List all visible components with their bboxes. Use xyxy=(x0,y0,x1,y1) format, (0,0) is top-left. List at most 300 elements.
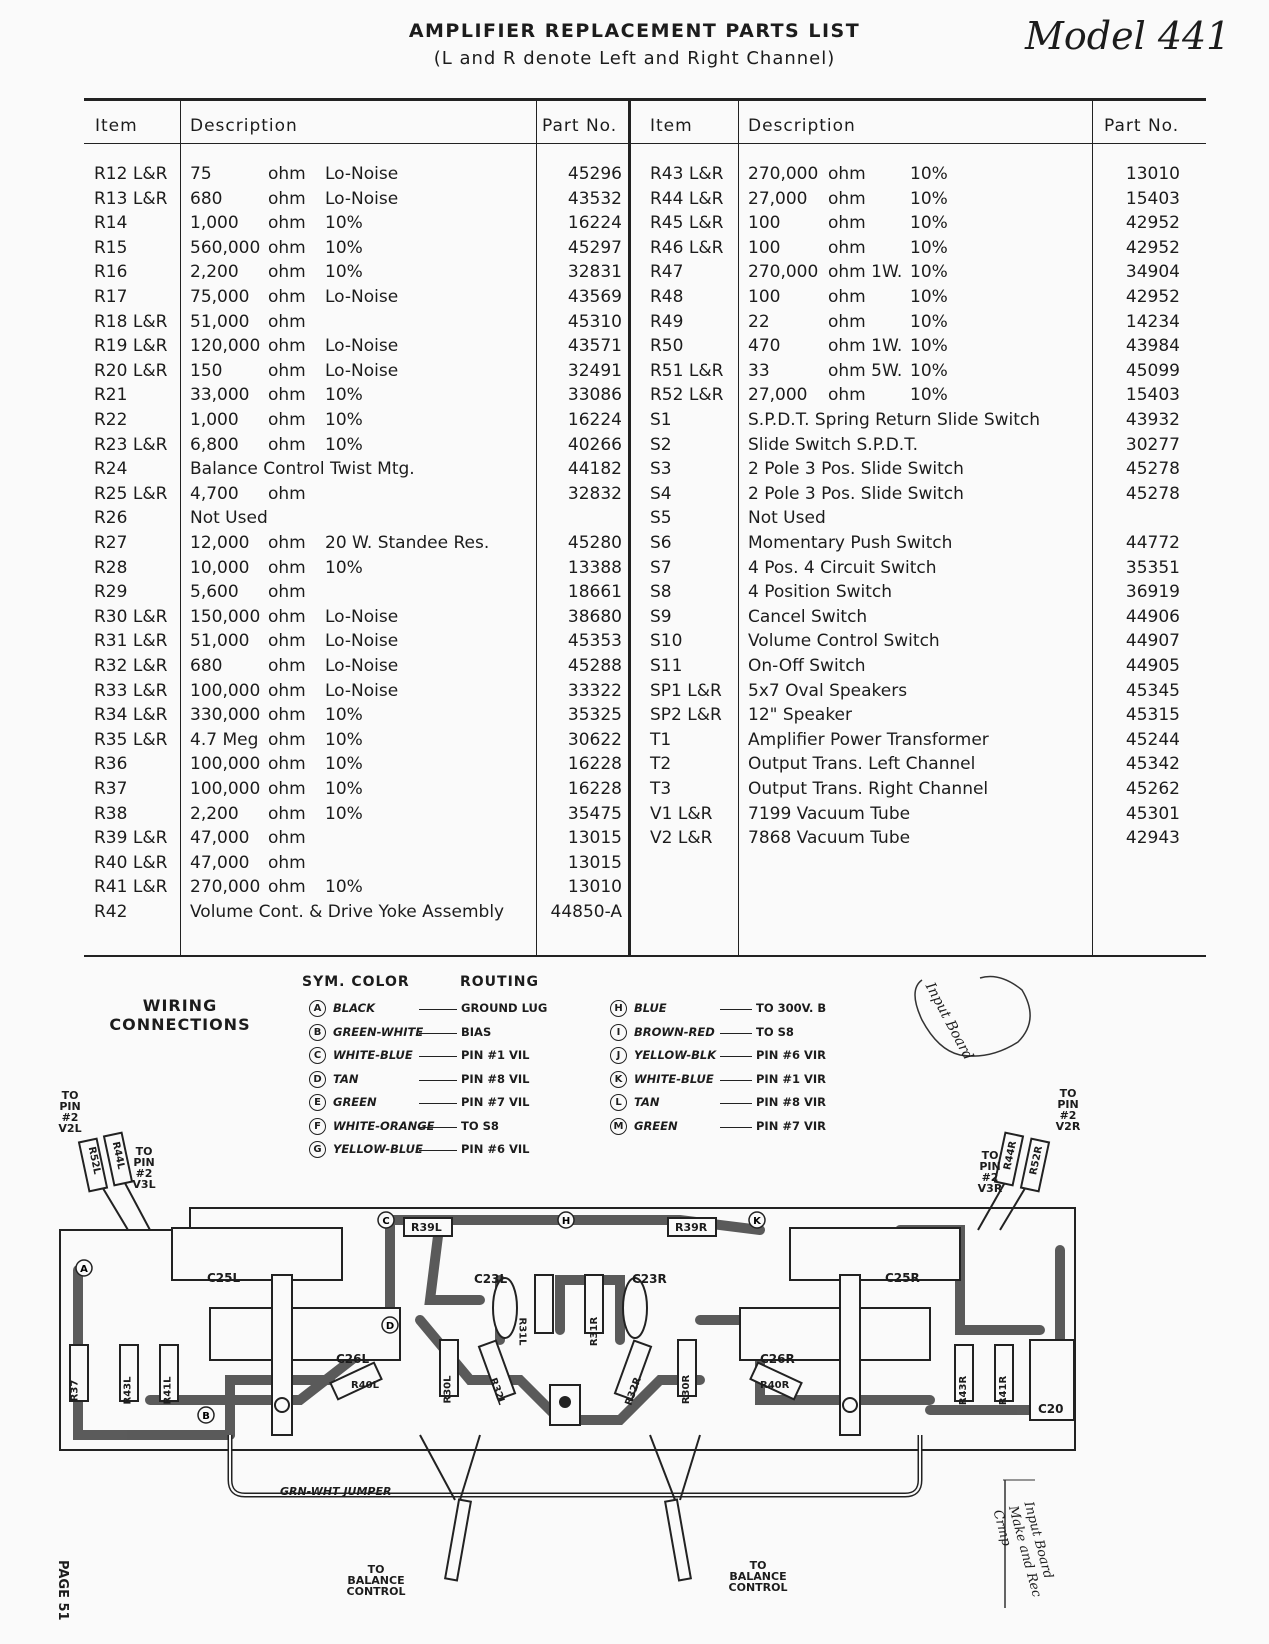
cell-d0: 2,200 xyxy=(190,803,239,824)
cell-d2: 10% xyxy=(910,213,948,234)
cell-part: 35325 xyxy=(567,705,622,726)
legend-route: PIN #1 VIL xyxy=(461,1048,530,1062)
cell-d0: Not Used xyxy=(190,508,268,529)
legend-symbol: G xyxy=(309,1141,326,1158)
note-pin2-v3r: TO PIN #2 V3R xyxy=(977,1149,1003,1195)
cell-item: R24 xyxy=(94,459,128,480)
cell-part: 34904 xyxy=(1125,262,1180,283)
label-c23l: C23L xyxy=(474,1272,508,1286)
cell-d0: 4,700 xyxy=(190,483,239,504)
label-r40l: R40L xyxy=(351,1380,379,1391)
cell-d0: 12" Speaker xyxy=(748,705,853,726)
table-row xyxy=(0,558,1269,582)
cell-item: R27 xyxy=(94,533,128,553)
wiring-title xyxy=(100,996,260,1034)
legend-color: GREEN-WHITE xyxy=(333,1024,424,1039)
cell-d2: 10% xyxy=(910,188,948,209)
cell-part: 35351 xyxy=(1125,557,1180,578)
table-row xyxy=(0,754,1269,778)
cell-d0: 2 Pole 3 Pos. Slide Switch xyxy=(748,459,964,480)
cell-part: 44907 xyxy=(1125,631,1180,652)
cell-item: R21 xyxy=(94,385,128,406)
cell-d0: Volume Cont. & Drive Yoke Assembly xyxy=(190,902,505,922)
legend-color: WHITE-ORANGE xyxy=(333,1118,435,1133)
cell-d0: 1,000 xyxy=(190,213,239,234)
cell-item: R38 xyxy=(94,803,128,824)
cell-d1: ohm xyxy=(828,237,866,258)
cell-d1: ohm xyxy=(828,213,866,234)
label-r37: R37 xyxy=(69,1379,81,1402)
cell-d2: 10% xyxy=(325,385,363,406)
col-item-left: Item xyxy=(95,116,138,136)
table-row xyxy=(0,459,1269,483)
cell-d1: ohm xyxy=(268,828,306,849)
label-r32l: R32L xyxy=(487,1376,507,1407)
table-row xyxy=(0,385,1269,409)
cell-item: R34 L&R xyxy=(94,705,168,726)
cell-d1: ohm xyxy=(828,188,866,209)
legend-row xyxy=(610,1048,870,1064)
legend-route: PIN #7 VIL xyxy=(461,1095,530,1109)
cell-d0: 150 xyxy=(190,360,223,381)
cell-d1: ohm xyxy=(268,164,306,184)
legend-symbol: L xyxy=(610,1094,627,1111)
cell-item: S7 xyxy=(650,557,672,578)
cell-item: R20 L&R xyxy=(94,360,168,381)
cell-item: R23 L&R xyxy=(94,434,168,455)
cell-d0: 270,000 xyxy=(190,877,261,898)
legend-color: TAN xyxy=(333,1071,359,1086)
cell-d2: 10% xyxy=(325,803,363,824)
page-number: PAGE 51 xyxy=(55,1560,70,1621)
legend-color: GREEN xyxy=(333,1095,377,1109)
cell-d2: 10% xyxy=(325,237,363,258)
cell-d1: ohm xyxy=(828,311,866,332)
cell-d2: Lo-Noise xyxy=(325,656,399,676)
cell-d2: 10% xyxy=(325,410,363,430)
cell-d0: 33,000 xyxy=(190,385,250,406)
cell-part: 44905 xyxy=(1125,656,1180,676)
label-r43l: R43L xyxy=(122,1376,134,1405)
cell-d2: 10% xyxy=(910,360,948,381)
table-row xyxy=(0,410,1269,434)
cell-part: 18661 xyxy=(567,582,622,603)
cell-d2: 10% xyxy=(910,262,948,283)
cell-part: 43571 xyxy=(567,336,622,357)
cell-d0: Cancel Switch xyxy=(748,606,868,627)
cell-d0: 120,000 xyxy=(190,336,261,357)
table-row xyxy=(0,508,1269,532)
cell-part: 42952 xyxy=(1125,213,1180,234)
cell-d1: ohm xyxy=(268,188,306,209)
cell-item: R12 L&R xyxy=(94,164,168,184)
cell-d0: 150,000 xyxy=(190,606,261,627)
cell-part: 32831 xyxy=(567,262,622,283)
cell-part: 45353 xyxy=(567,631,622,652)
col-part-left: Part No. xyxy=(542,116,618,136)
capacitor-c26l xyxy=(210,1308,400,1360)
legend-leader-line xyxy=(720,1009,752,1010)
cell-d1: ohm xyxy=(828,385,866,406)
balance-leads xyxy=(420,1435,700,1500)
cell-d0: 100 xyxy=(748,213,781,234)
table-row xyxy=(0,484,1269,508)
cell-d0: 100 xyxy=(748,287,781,307)
legend-route: TO S8 xyxy=(756,1024,794,1039)
label-r39l: R39L xyxy=(411,1221,442,1234)
cell-item: S9 xyxy=(650,606,672,627)
conn-d: D xyxy=(385,1321,395,1332)
cell-item: R26 xyxy=(94,508,128,529)
cell-part: 13015 xyxy=(567,852,622,873)
cell-item: R14 xyxy=(94,213,128,234)
legend-color: YELLOW-BLUE xyxy=(333,1142,423,1156)
label-r30r: R30R xyxy=(681,1374,693,1405)
cell-item: R51 L&R xyxy=(650,360,724,381)
table-row xyxy=(0,804,1269,828)
cell-part: 43532 xyxy=(567,188,622,209)
col-item-right: Item xyxy=(650,116,693,136)
cell-item: R32 L&R xyxy=(94,656,168,676)
cell-d2: Lo-Noise xyxy=(325,188,399,209)
cell-d0: 6,800 xyxy=(190,434,239,455)
cell-item: R46 L&R xyxy=(650,237,724,258)
cell-part: 30277 xyxy=(1125,434,1180,455)
cell-part: 45280 xyxy=(567,533,622,553)
cell-d1: ohm xyxy=(268,852,306,873)
legend-color: YELLOW-BLK xyxy=(634,1048,717,1062)
cell-d2: 10% xyxy=(325,434,363,455)
cell-item: R18 L&R xyxy=(94,311,168,332)
cell-item: R52 L&R xyxy=(650,385,724,406)
cell-part: 45288 xyxy=(567,656,622,676)
model-handwriting: Model 441 xyxy=(1025,14,1231,58)
cell-item: S2 xyxy=(650,434,672,455)
legend-route: GROUND LUG xyxy=(461,1001,548,1015)
legend-symbol: C xyxy=(309,1047,326,1064)
cell-d1: ohm xyxy=(268,705,306,726)
cell-d1: ohm xyxy=(268,410,306,430)
table-row xyxy=(0,582,1269,606)
cell-part: 16224 xyxy=(567,410,622,430)
cell-d1: ohm xyxy=(268,213,306,234)
table-row xyxy=(0,361,1269,385)
label-c25r: C25R xyxy=(885,1271,920,1285)
capacitor-c23r xyxy=(623,1278,647,1338)
cell-d2: 10% xyxy=(910,385,948,406)
cell-d0: 100,000 xyxy=(190,754,261,775)
legend-header-routing: ROUTING xyxy=(460,974,540,990)
cell-item: T3 xyxy=(650,779,672,799)
cell-d0: 51,000 xyxy=(190,631,250,652)
cell-d2: Lo-Noise xyxy=(325,680,399,701)
wiring-title-line1: WIRING xyxy=(142,996,218,1015)
cell-d0: 1,000 xyxy=(190,410,239,430)
label-r32r: R32R xyxy=(623,1375,644,1408)
col-desc-left: Description xyxy=(190,116,298,136)
cell-d0: 33 xyxy=(748,360,770,381)
label-r41l: R41L xyxy=(162,1376,174,1405)
cell-item: R33 L&R xyxy=(94,680,168,701)
cell-d1: ohm xyxy=(268,237,306,258)
cell-d2: 10% xyxy=(325,877,363,898)
cell-d0: 270,000 xyxy=(748,262,819,283)
cell-d1: ohm xyxy=(268,680,306,701)
capacitor-c23l xyxy=(493,1278,517,1338)
cell-d1: ohm xyxy=(268,656,306,676)
cell-item: R36 xyxy=(94,754,128,775)
cell-d0: 7868 Vacuum Tube xyxy=(748,828,911,849)
cell-part: 40266 xyxy=(567,434,622,455)
col-part-right: Part No. xyxy=(1104,116,1180,136)
conn-a: A xyxy=(80,1264,88,1275)
cell-item: S8 xyxy=(650,582,672,603)
cell-part: 35475 xyxy=(567,803,622,824)
cell-d0: 680 xyxy=(190,188,223,209)
cell-item: R44 L&R xyxy=(650,188,724,209)
label-r31l: R31L xyxy=(516,1317,528,1346)
cell-part: 45099 xyxy=(1125,360,1180,381)
cell-d0: 12,000 xyxy=(190,533,250,553)
cell-part: 45262 xyxy=(1125,779,1180,799)
cell-d1: ohm xyxy=(268,434,306,455)
cell-part: 16224 xyxy=(567,213,622,234)
cell-part: 16228 xyxy=(567,754,622,775)
legend-color: TAN xyxy=(634,1095,660,1109)
label-c26l: C26L xyxy=(336,1352,370,1366)
capacitor-c25l xyxy=(172,1228,342,1280)
cell-d1: ohm xyxy=(828,164,866,184)
cell-d1: ohm xyxy=(268,582,306,603)
cell-part: 44850-A xyxy=(550,902,622,922)
label-r30l: R30L xyxy=(442,1375,454,1404)
cell-d0: 5,600 xyxy=(190,582,239,603)
cell-d0: 75,000 xyxy=(190,287,250,307)
legend-leader-line xyxy=(419,1009,457,1010)
cell-d2: 10% xyxy=(325,705,363,726)
label-r31r: R31R xyxy=(589,1316,601,1347)
cell-part: 43932 xyxy=(1125,410,1180,430)
handwritten-note: Input Board Make and Rec Crmp xyxy=(989,1500,1056,1599)
legend-route: BIAS xyxy=(461,1024,492,1039)
cell-d1: ohm xyxy=(268,729,306,750)
cell-d2: 10% xyxy=(325,779,363,799)
table-row xyxy=(0,262,1269,286)
legend-route: PIN #7 VIR xyxy=(756,1118,827,1133)
cell-item: V1 L&R xyxy=(650,803,713,824)
col-desc-right: Description xyxy=(748,116,856,136)
label-r43r: R43R xyxy=(958,1375,970,1406)
cell-d0: 27,000 xyxy=(748,385,808,406)
note-pin2-v3l: TO PIN #2 V3L xyxy=(132,1145,156,1191)
cell-item: R13 L&R xyxy=(94,188,168,209)
cell-d2: 10% xyxy=(325,213,363,234)
cell-part: 42952 xyxy=(1125,287,1180,307)
cell-d0: 2 Pole 3 Pos. Slide Switch xyxy=(748,483,964,504)
legend-row xyxy=(309,1001,569,1017)
note-balance-right: TO BALANCE CONTROL xyxy=(728,1559,788,1594)
cell-d2: 10% xyxy=(325,729,363,750)
cell-part: 45278 xyxy=(1125,459,1180,480)
label-r52l: R52L xyxy=(85,1145,103,1176)
table-row xyxy=(0,828,1269,852)
legend-leader-line xyxy=(720,1056,752,1057)
table-row xyxy=(0,656,1269,680)
cell-item: S4 xyxy=(650,483,672,504)
cell-d0: 470 xyxy=(748,336,781,357)
cell-d0: 100,000 xyxy=(190,680,261,701)
conn-k: K xyxy=(753,1216,761,1227)
table-row xyxy=(0,631,1269,655)
cell-item: R16 xyxy=(94,262,128,283)
cell-item: R43 L&R xyxy=(650,164,724,184)
legend-color: WHITE-BLUE xyxy=(634,1071,714,1086)
legend-row xyxy=(309,1048,569,1064)
cell-d2: Lo-Noise xyxy=(325,164,399,184)
cell-d0: Not Used xyxy=(748,508,826,529)
cell-part: 33322 xyxy=(567,680,622,701)
label-r44r: R44R xyxy=(1002,1140,1020,1171)
legend-symbol: K xyxy=(610,1071,627,1088)
label-r44l: R44L xyxy=(109,1140,127,1171)
cell-d1: ohm 1W. xyxy=(828,262,903,283)
cell-d0: Volume Control Switch xyxy=(748,631,940,652)
cell-item: S1 xyxy=(650,410,672,430)
cell-d0: 330,000 xyxy=(190,705,261,726)
note-pin2-v2l: TO PIN #2 V2L xyxy=(58,1089,82,1135)
legend-route: PIN #6 VIR xyxy=(756,1048,827,1062)
cell-d0: 7199 Vacuum Tube xyxy=(748,803,911,824)
cell-d0: 27,000 xyxy=(748,188,808,209)
cell-d2: Lo-Noise xyxy=(325,631,399,652)
cell-d2: Lo-Noise xyxy=(325,336,399,357)
cell-d0: Slide Switch S.P.D.T. xyxy=(748,434,918,455)
cell-part: 45301 xyxy=(1125,803,1180,824)
table-row xyxy=(0,705,1269,729)
cell-part: 13388 xyxy=(567,557,622,578)
legend-symbol: B xyxy=(309,1024,326,1041)
legend-color: BLUE xyxy=(634,1001,667,1015)
cell-part: 45310 xyxy=(567,311,622,332)
cell-d2: Lo-Noise xyxy=(325,360,399,381)
cell-item: R28 xyxy=(94,557,128,578)
cell-d0: 75 xyxy=(190,164,212,184)
cell-item: T2 xyxy=(650,754,672,775)
note-pin2-v2r: TO PIN #2 V2R xyxy=(1055,1087,1081,1133)
cell-part: 33086 xyxy=(567,385,622,406)
cell-item: SP2 L&R xyxy=(650,705,722,726)
label-r52r: R52R xyxy=(1028,1145,1046,1176)
cell-item: R22 xyxy=(94,410,128,430)
legend-route: TO 300V. B xyxy=(756,1001,827,1015)
cell-d1: ohm xyxy=(268,779,306,799)
cell-d0: 5x7 Oval Speakers xyxy=(748,680,908,701)
cell-item: R45 L&R xyxy=(650,213,724,234)
cell-part: 45244 xyxy=(1125,729,1180,750)
table-row xyxy=(0,877,1269,901)
legend-color: BROWN-RED xyxy=(634,1024,715,1039)
legend-route: TO S8 xyxy=(461,1118,499,1133)
cell-d0: 10,000 xyxy=(190,557,250,578)
cell-item: R48 xyxy=(650,287,684,307)
legend-leader-line xyxy=(720,1033,752,1034)
cell-item: T1 xyxy=(650,729,672,750)
cell-d1: ohm xyxy=(268,803,306,824)
table-row xyxy=(0,164,1269,188)
legend-symbol: J xyxy=(610,1047,627,1064)
page-subtitle: (L and R denote Left and Right Channel) xyxy=(433,48,836,69)
conn-h: H xyxy=(561,1216,571,1227)
cell-d0: S.P.D.T. Spring Return Slide Switch xyxy=(748,410,1041,430)
cell-part: 15403 xyxy=(1125,188,1180,209)
cell-item: R25 L&R xyxy=(94,483,168,504)
cell-d0: 100 xyxy=(748,237,781,258)
cell-d0: 47,000 xyxy=(190,828,250,849)
cell-item: R30 L&R xyxy=(94,606,168,627)
note-jumper: GRN-WHT JUMPER xyxy=(280,1485,392,1498)
cell-item: R41 L&R xyxy=(94,877,168,898)
cell-part: 32832 xyxy=(567,483,622,504)
table-row xyxy=(0,730,1269,754)
cell-part: 45315 xyxy=(1125,705,1180,726)
cell-item: S5 xyxy=(650,508,672,529)
cell-item: R15 xyxy=(94,237,128,258)
label-r41r: R41R xyxy=(998,1375,1010,1406)
cell-part: 38680 xyxy=(567,606,622,627)
cell-part: 32491 xyxy=(567,360,622,381)
label-c26r: C26R xyxy=(760,1352,795,1366)
cell-item: S10 xyxy=(650,631,683,652)
table-row xyxy=(0,681,1269,705)
cell-d1: ohm xyxy=(268,483,306,504)
cell-d0: 2,200 xyxy=(190,262,239,283)
cell-d0: 4 Pos. 4 Circuit Switch xyxy=(748,557,937,578)
label-r40r: R40R xyxy=(760,1380,790,1391)
cell-part: 45342 xyxy=(1125,754,1180,775)
label-c23r: C23R xyxy=(632,1272,667,1286)
cell-d1: ohm xyxy=(268,631,306,652)
legend-symbol: I xyxy=(610,1024,627,1041)
cell-item: R37 xyxy=(94,779,128,799)
cell-part: 43569 xyxy=(567,287,622,307)
cell-d0: 4.7 Meg xyxy=(190,729,259,750)
table-row xyxy=(0,902,1269,926)
table-row xyxy=(0,312,1269,336)
cell-d1: ohm xyxy=(268,754,306,775)
cell-d0: Output Trans. Right Channel xyxy=(748,779,989,799)
cell-part: 44772 xyxy=(1125,533,1180,553)
table-row xyxy=(0,853,1269,877)
conn-c: C xyxy=(382,1216,390,1227)
resistor-r31l xyxy=(535,1275,553,1333)
label-c25l: C25L xyxy=(207,1271,241,1285)
table-row xyxy=(0,435,1269,459)
cell-item: R17 xyxy=(94,287,128,307)
table-row xyxy=(0,213,1269,237)
cell-item: R49 xyxy=(650,311,684,332)
balance-probe-right xyxy=(665,1500,691,1581)
cell-d1: ohm 1W. xyxy=(828,336,903,357)
table-row xyxy=(0,779,1269,803)
capacitor-c25r xyxy=(790,1228,960,1280)
cell-part: 14234 xyxy=(1125,311,1180,332)
note-balance-left: TO BALANCE CONTROL xyxy=(346,1563,406,1598)
legend-color: BLACK xyxy=(333,1001,375,1015)
cell-d0: 680 xyxy=(190,656,223,676)
cell-d2: 10% xyxy=(325,262,363,283)
cell-d1: ohm xyxy=(268,262,306,283)
table-row xyxy=(0,607,1269,631)
